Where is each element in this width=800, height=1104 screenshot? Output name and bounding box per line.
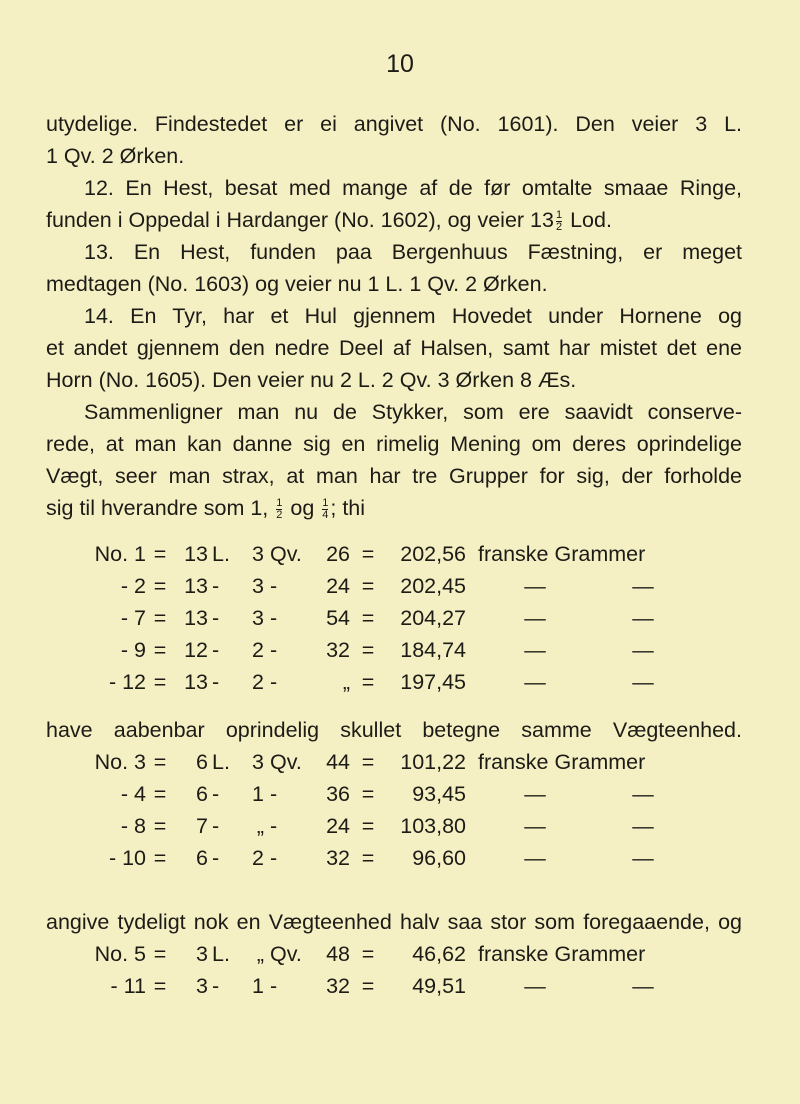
table-cell-lu: - <box>212 638 220 662</box>
table-cell-no: - 2 <box>120 574 146 598</box>
table-cell-g: 197,45 <box>400 670 466 694</box>
table-cell-d2: — <box>632 814 654 838</box>
table-cell-d2: — <box>632 846 654 870</box>
table-cell-lu: L. <box>212 750 230 774</box>
text-span: ; thi <box>330 496 366 520</box>
fraction-numerator: 1 <box>555 208 563 221</box>
table-row <box>0 970 800 1002</box>
table-cell-unit: franske Grammer <box>478 542 646 566</box>
fraction-denominator: 4 <box>322 508 329 521</box>
table-cell-qv: 2 <box>252 846 264 870</box>
text-line: 13. En Hest, funden paa Bergenhuus Fæstning, er meget <box>84 240 742 264</box>
table-cell-o: 32 <box>326 638 350 662</box>
table-cell-g: 204,27 <box>400 606 466 630</box>
table-cell-qv: „ <box>256 942 264 966</box>
table-cell-o: 26 <box>326 542 350 566</box>
table-row <box>0 634 800 666</box>
table-row <box>0 538 800 570</box>
table-cell-l: 6 <box>196 846 208 870</box>
table-cell-eq2: = <box>361 750 375 774</box>
table-cell-no: - 7 <box>120 606 146 630</box>
text-line: et andet gjennem den nedre Deel af Halsen, samt har mistet det ene <box>46 336 742 360</box>
table-cell-qvu: - <box>270 846 278 870</box>
fraction-numerator: 1 <box>276 496 283 509</box>
table-cell-g: 93,45 <box>412 782 466 806</box>
table-cell-qv: 2 <box>252 670 264 694</box>
text-line: Sammenligner man nu de Stykker, som ere saavidt conserve- <box>84 400 742 424</box>
table-cell-d1: — <box>524 574 546 598</box>
table-cell-lu: - <box>212 846 220 870</box>
table-cell-eq1: = <box>153 750 167 774</box>
fraction <box>322 498 328 521</box>
fraction-numerator: 1 <box>322 496 329 509</box>
table-cell-eq1: = <box>153 782 167 806</box>
table-cell-d2: — <box>632 670 654 694</box>
table-cell-lu: - <box>212 606 220 630</box>
fraction-denominator: 2 <box>555 220 563 233</box>
table-cell-l: 13 <box>184 670 208 694</box>
table-cell-no: No. 1 <box>94 542 146 566</box>
text-line: utydelige. Findestedet er ei angivet (No. 1601). Den veier 3 L. <box>46 112 742 136</box>
table-cell-lu: - <box>212 782 220 806</box>
table-cell-d2: — <box>632 638 654 662</box>
table-cell-l: 13 <box>184 542 208 566</box>
table-cell-no: No. 3 <box>94 750 146 774</box>
table-cell-no: - 10 <box>108 846 146 870</box>
table-cell-eq1: = <box>153 542 167 566</box>
table-cell-eq1: = <box>153 846 167 870</box>
table-cell-no: - 4 <box>120 782 146 806</box>
table-cell-l: 7 <box>196 814 208 838</box>
table-cell-o: 32 <box>326 846 350 870</box>
table-cell-o: 48 <box>326 942 350 966</box>
table-cell-qvu: - <box>270 782 278 806</box>
table-cell-o: 36 <box>326 782 350 806</box>
table-cell-unit: franske Grammer <box>478 750 646 774</box>
table-cell-lu: - <box>212 814 220 838</box>
table-cell-g: 103,80 <box>400 814 466 838</box>
table-cell-l: 3 <box>196 942 208 966</box>
table-cell-qvu: - <box>270 638 278 662</box>
table-cell-no: - 11 <box>110 974 146 998</box>
table-cell-eq2: = <box>361 638 375 662</box>
table-cell-no: No. 5 <box>94 942 146 966</box>
table-cell-lu: - <box>212 574 220 598</box>
table-cell-lu: L. <box>212 542 230 566</box>
text-line <box>46 204 742 236</box>
table-cell-qvu: Qv. <box>270 750 302 774</box>
table-cell-eq2: = <box>361 606 375 630</box>
table-cell-o: 24 <box>326 814 350 838</box>
table-cell-unit: franske Grammer <box>478 942 646 966</box>
table-cell-eq2: = <box>361 542 375 566</box>
table-cell-o: 32 <box>326 974 350 998</box>
table-cell-d1: — <box>524 606 546 630</box>
table-row <box>0 842 800 874</box>
table-cell-l: 13 <box>184 574 208 598</box>
table-cell-d2: — <box>632 782 654 806</box>
table-cell-d1: — <box>524 974 546 998</box>
table-cell-o: 24 <box>326 574 350 598</box>
table-cell-eq1: = <box>153 974 167 998</box>
table-cell-qvu: Qv. <box>270 542 302 566</box>
table-cell-qv: „ <box>256 814 264 838</box>
table-row <box>0 938 800 970</box>
table-cell-o: 54 <box>326 606 350 630</box>
table-cell-d1: — <box>524 782 546 806</box>
table-row <box>0 810 800 842</box>
table-cell-qv: 3 <box>252 574 264 598</box>
text-span: Lod. <box>564 208 612 232</box>
table-cell-d1: — <box>524 638 546 662</box>
table-cell-qvu: - <box>270 606 278 630</box>
table-cell-eq2: = <box>361 670 375 694</box>
table-cell-qvu: Qv. <box>270 942 302 966</box>
table-cell-o: 44 <box>326 750 350 774</box>
table-cell-eq2: = <box>361 846 375 870</box>
page-number: 10 <box>386 50 414 78</box>
table-cell-qv: 1 <box>252 782 264 806</box>
table-cell-qvu: - <box>270 670 278 694</box>
table-cell-eq2: = <box>361 942 375 966</box>
table-cell-l: 12 <box>184 638 208 662</box>
table-cell-d2: — <box>632 606 654 630</box>
table-row <box>0 746 800 778</box>
table-cell-g: 96,60 <box>412 846 466 870</box>
text-line: 12. En Hest, besat med mange af de før omtalte smaae Ringe, <box>84 176 742 200</box>
table-cell-qv: 3 <box>252 750 264 774</box>
table-cell-lu: L. <box>212 942 230 966</box>
table-cell-eq2: = <box>361 974 375 998</box>
text-span: og <box>290 496 315 520</box>
text-line: medtagen (No. 1603) og veier nu 1 L. 1 Qv. 2 Ørken. <box>46 272 548 296</box>
table-cell-eq2: = <box>361 814 375 838</box>
table-row <box>0 778 800 810</box>
table-cell-qv: 2 <box>252 638 264 662</box>
table-cell-d2: — <box>632 574 654 598</box>
text-span: funden i Oppedal i Hardanger (No. 1602), og veier 13 <box>46 208 554 232</box>
text-line: Vægt, seer man strax, at man har tre Grupper for sig, der forholde <box>46 464 742 488</box>
table-cell-eq1: = <box>153 814 167 838</box>
table-cell-l: 6 <box>196 782 208 806</box>
text-line: Horn (No. 1605). Den veier nu 2 L. 2 Qv. 3 Ørken 8 Æs. <box>46 368 577 392</box>
table-cell-qvu: - <box>270 814 278 838</box>
table-cell-qv: 1 <box>252 974 264 998</box>
table-cell-g: 202,56 <box>400 542 466 566</box>
text-line: angive tydeligt nok en Vægteenhed halv saa stor som foregaaende, og <box>46 910 742 934</box>
table-cell-qvu: - <box>270 574 278 598</box>
text-line: rede, at man kan danne sig en rimelig Mening om deres oprindelige <box>46 432 742 456</box>
table-cell-qv: 3 <box>252 606 264 630</box>
table-cell-o: „ <box>342 670 350 694</box>
table-cell-d2: — <box>632 974 654 998</box>
table-cell-g: 202,45 <box>400 574 466 598</box>
table-cell-eq2: = <box>361 782 375 806</box>
table-cell-g: 46,62 <box>412 942 466 966</box>
table-cell-d1: — <box>524 814 546 838</box>
text-line: 1 Qv. 2 Ørken. <box>46 144 185 168</box>
table-cell-g: 101,22 <box>400 750 466 774</box>
table-cell-no: - 12 <box>108 670 146 694</box>
table-cell-l: 6 <box>196 750 208 774</box>
table-cell-lu: - <box>212 974 220 998</box>
table-cell-eq1: = <box>153 942 167 966</box>
fraction-denominator: 2 <box>276 508 283 521</box>
table-cell-d1: — <box>524 846 546 870</box>
text-line: have aabenbar oprindelig skullet betegne samme Vægteenhed. <box>46 718 742 742</box>
table-cell-qv: 3 <box>252 542 264 566</box>
table-cell-l: 3 <box>196 974 208 998</box>
table-cell-eq1: = <box>153 574 167 598</box>
table-cell-qvu: - <box>270 974 278 998</box>
table-row <box>0 570 800 602</box>
text-line: 14. En Tyr, har et Hul gjennem Hovedet under Hornene og <box>84 304 742 328</box>
text-line <box>46 492 742 524</box>
table-cell-eq1: = <box>153 606 167 630</box>
table-cell-eq2: = <box>361 574 375 598</box>
table-cell-eq1: = <box>153 638 167 662</box>
fraction <box>556 210 562 233</box>
fraction <box>276 498 282 521</box>
table-row <box>0 666 800 698</box>
table-cell-eq1: = <box>153 670 167 694</box>
table-cell-no: - 8 <box>120 814 146 838</box>
table-cell-d1: — <box>524 670 546 694</box>
table-cell-g: 49,51 <box>412 974 466 998</box>
table-cell-no: - 9 <box>120 638 146 662</box>
table-cell-l: 13 <box>184 606 208 630</box>
table-cell-lu: - <box>212 670 220 694</box>
table-cell-g: 184,74 <box>400 638 466 662</box>
table-row <box>0 602 800 634</box>
text-span: sig til hverandre som 1, <box>46 496 269 520</box>
